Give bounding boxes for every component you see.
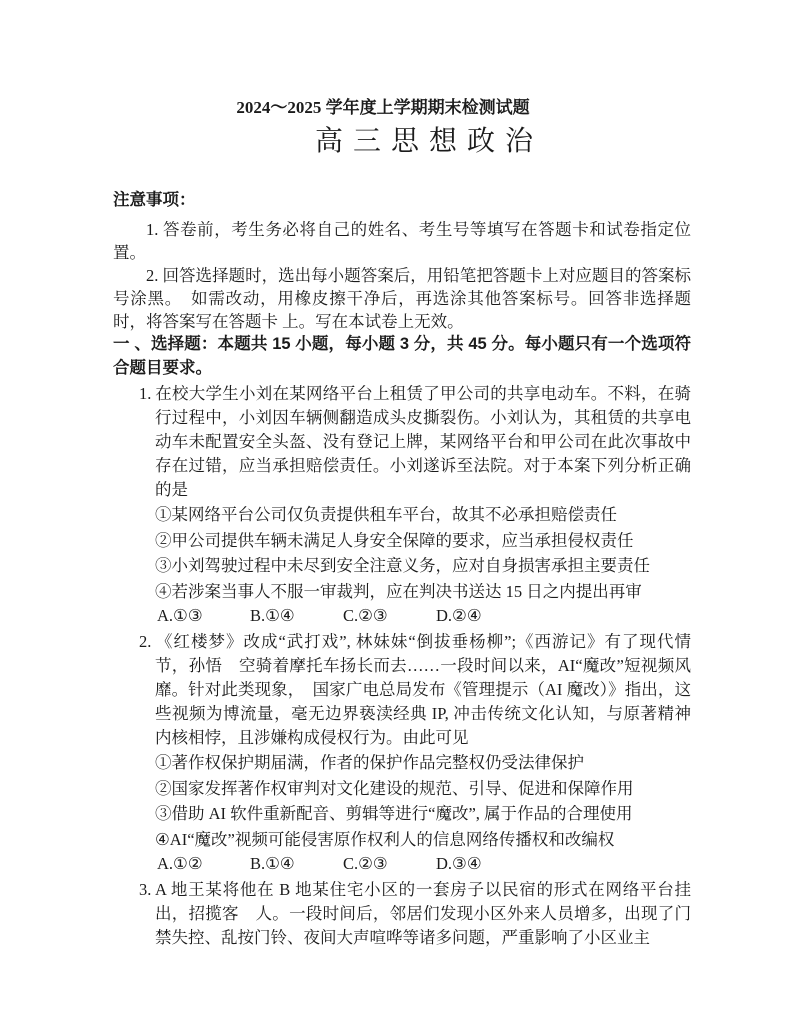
question-2-statement-1: ①著作权保护期届满，作者的保护作品完整权仍受法律保护 [155,753,584,772]
notice-item-1: 1. 答卷前，考生务必将自己的姓名、考生号等填写在答题卡和试卷指定位置。 [113,220,691,262]
question-3-stem: A 地王某将他在 B 地某住宅小区的一套房子以民宿的形式在网络平台挂出，招揽客 人。一段时间后，邻居们发现小区外来人员增多，出现了门禁失控、乱按门铃、夜间大声喧哗等诸多问题，严重影响了小区业主 [155,880,691,947]
question-1-statement-2: ②甲公司提供车辆未满足人身安全保障的要求，应当承担侵权责任 [155,530,634,550]
question-3-stem-paragraph [113,878,691,950]
question-1-choice-c: C.②③ [343,606,388,625]
question-1-choice-b: B.①④ [250,606,295,625]
question-2-statement-2: ②国家发挥著作权审判对文化建设的规范、引导、促进和保障作用 [155,778,634,798]
question-1-statement-1: ①某网络平台公司仅负责提供租车平台，故其不必承担赔偿责任 [155,505,617,524]
question-1-statement-3: ③小刘驾驶过程中未尽到安全注意义务，应对自身损害承担主要责任 [155,556,650,575]
question-1-statement-4: ④若涉案当事人不服一审裁判，应在判决书送达 15 日之内提出再审 [155,581,642,601]
question-3-number: 3. [139,880,152,899]
notice-item-2: 2. 回答选择题时，选出每小题答案后，用铅笔把答题卡上对应题目的答案标号涂黑。 如需改动，用橡皮擦干净后，再选涂其他答案标号。回答非选择题时，将答案写在答题卡 上。写在本试卷上无效。 [113,266,691,331]
question-2-stem: 《红楼梦》改成“武打戏”, 林妹妹“倒拔垂杨柳”;《西游记》有了现代情节，孙悟 空骑着摩托车扬长而去……一段时间以来，AI“魔改”短视频风靡。针对此类现象， 国家广电总局发布《管理提示（AI 魔改）》指出，这些视频为博流量，毫无边界亵渎经典 IP, 冲击传统文化认知，与原著精神内核相悖，且涉嫌构成侵权行为。由此可见 [155,632,691,747]
question-2-statement-4: ④AI“魔改”视频可能侵害原作权利人的信息网络传播权和改编权 [155,829,615,849]
exam-subject-title: 高三思想政治 [314,126,543,157]
question-1-choice-a: A.①③ [157,606,203,625]
notice-heading: 注意事项： [113,191,196,209]
question-2-choice-d: D.③④ [436,854,482,873]
exam-header [0,0,800,159]
question-1 [113,382,691,628]
exam-body [113,189,691,950]
section-heading-choice-questions: 一 、选择题：本题共 15 小题，每小题 3 分，共 45 分。每小题只有一个选项符合题目要求。 [113,335,691,377]
question-2-choice-b: B.①④ [250,854,295,873]
question-2-statement-3: ③借助 AI 软件重新配音、剪辑等进行“魔改”, 属于作品的合理使用 [155,804,633,823]
question-2-choice-c: C.②③ [343,854,388,873]
question-1-stem: 在校大学生小刘在某网络平台上租赁了甲公司的共享电动车。不料，在骑行过程中，小刘因车辆侧翻造成头皮撕裂伤。小刘认为，其租赁的共享电动车未配置安全头盔、没有登记上牌，某网络平台和甲公司在此次事故中存在过错，应当承担赔偿责任。小刘遂诉至法院。对于本案下列分析正确的是 [155,384,691,499]
exam-session-title: 2024～2025 学年度上学期期末检测试题 [236,98,530,117]
question-3 [113,878,691,950]
question-1-number: 1. [139,384,152,403]
question-2-choice-a: A.①② [157,854,203,873]
question-1-choices-row [113,604,691,628]
question-list [113,382,691,950]
question-2-stem-paragraph [113,630,691,750]
question-1-stem-paragraph [113,382,691,502]
question-2 [113,630,691,876]
question-2-choices-row [113,852,691,876]
question-1-choice-d: D.②④ [436,606,482,625]
question-2-number: 2. [139,632,152,651]
